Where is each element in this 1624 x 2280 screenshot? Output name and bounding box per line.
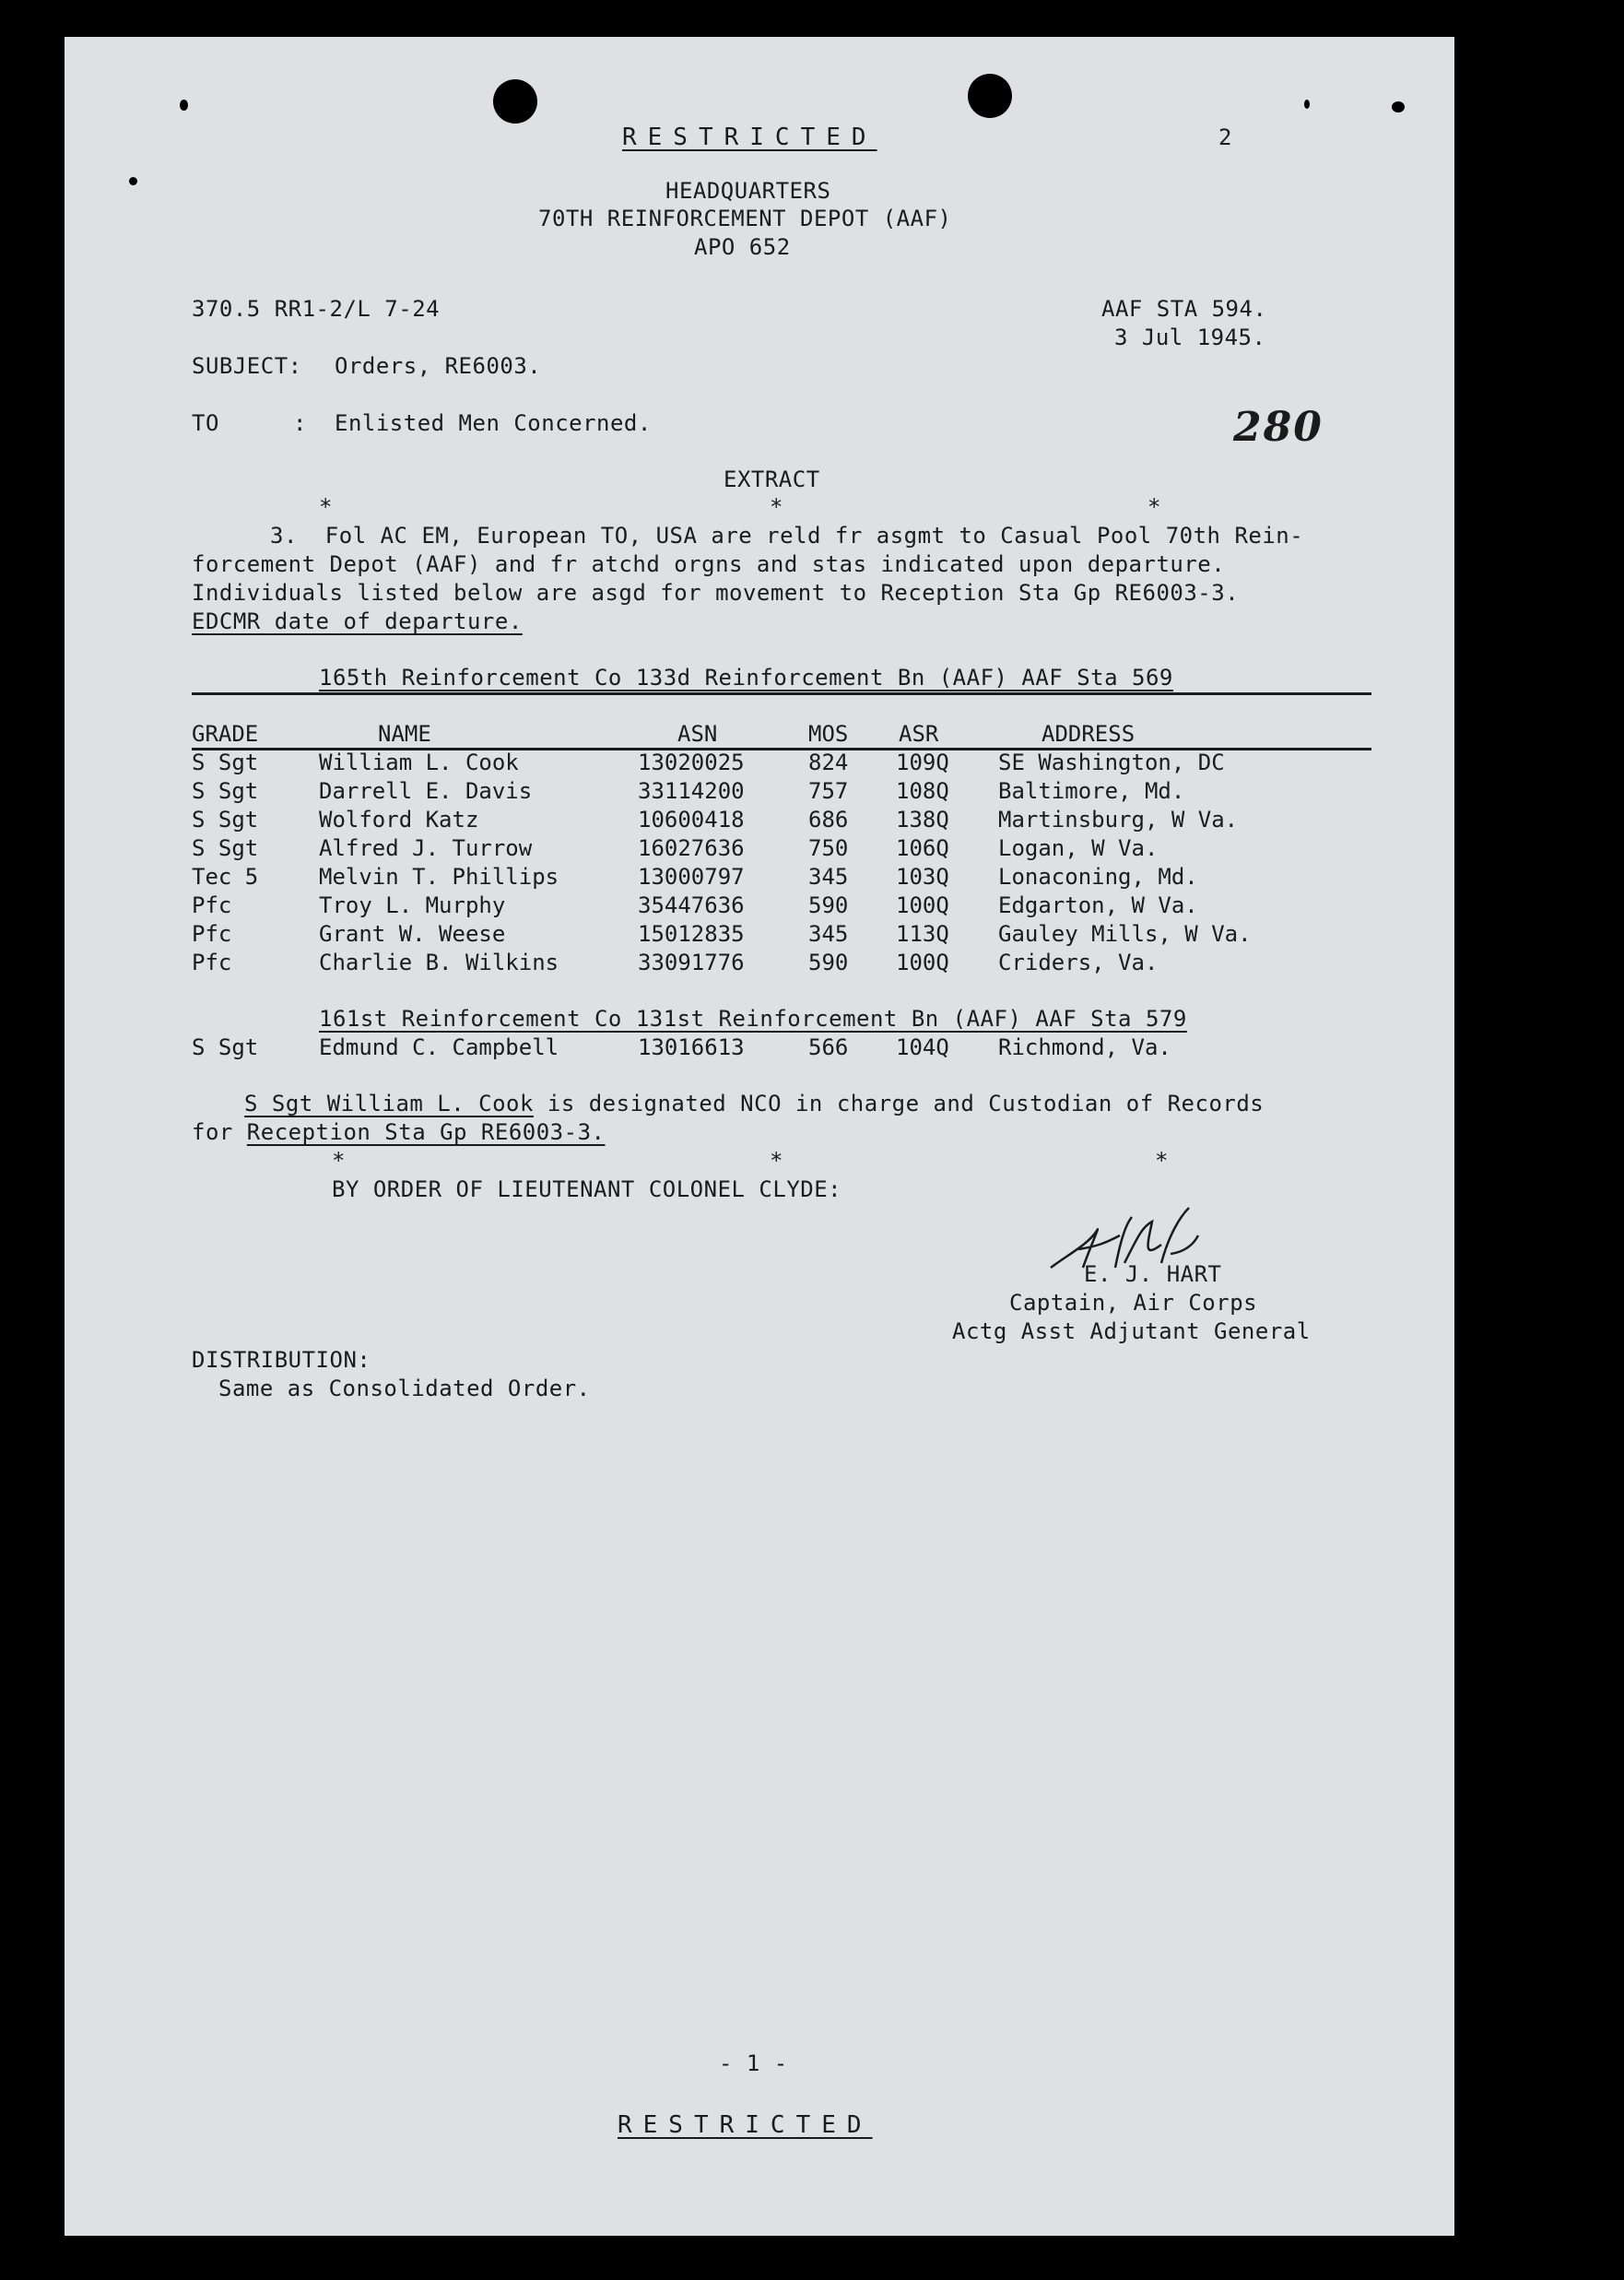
- mos-cell: 590: [808, 892, 849, 918]
- name-cell: Melvin T. Phillips: [319, 864, 559, 890]
- unit-heading: 165th Reinforcement Co 133d Reinforcement Bn (AAF) AAF Sta 569: [319, 665, 1173, 691]
- star: *: [319, 494, 333, 520]
- asr-cell: 106Q: [896, 835, 949, 861]
- speck: [180, 100, 188, 111]
- to-label: TO: [192, 410, 219, 436]
- address-cell: Baltimore, Md.: [998, 778, 1185, 804]
- star: *: [770, 1148, 783, 1174]
- nco-line-2-unit: Reception Sta Gp RE6003-3.: [246, 1119, 606, 1145]
- classification-top: RESTRICTED: [622, 124, 877, 151]
- address-cell: Gauley Mills, W Va.: [998, 921, 1252, 947]
- column-header-asr: ASR: [899, 721, 939, 747]
- org-line-2: 70TH REINFORCEMENT DEPOT (AAF): [538, 206, 952, 231]
- column-header-address: ADDRESS: [1041, 721, 1136, 747]
- classification-bottom: RESTRICTED: [618, 2111, 873, 2139]
- address-cell: Logan, W Va.: [998, 835, 1159, 861]
- name-cell: Charlie B. Wilkins: [319, 950, 559, 975]
- name-cell: Darrell E. Davis: [319, 778, 533, 804]
- speck: [1304, 100, 1310, 109]
- signer-title-2: Actg Asst Adjutant General: [952, 1318, 1311, 1344]
- grade-cell: S Sgt: [192, 1034, 259, 1060]
- address-cell: Martinsburg, W Va.: [998, 807, 1239, 833]
- grade-cell: S Sgt: [192, 835, 259, 861]
- paragraph-line: 3. Fol AC EM, European TO, USA are reld fr asgmt to Casual Pool 70th Rein-: [270, 523, 1304, 549]
- name-cell: Wolford Katz: [319, 807, 479, 833]
- grade-cell: Tec 5: [192, 864, 259, 890]
- column-header-name: NAME: [378, 721, 431, 747]
- speck: [129, 177, 137, 185]
- file-reference: 370.5 RR1-2/L 7-24: [192, 296, 441, 322]
- asn-cell: 15012835: [638, 921, 745, 947]
- mos-cell: 824: [808, 750, 849, 775]
- asn-cell: 13016613: [638, 1034, 745, 1060]
- grade-cell: Pfc: [192, 892, 232, 918]
- asr-cell: 103Q: [896, 864, 949, 890]
- handwritten-number: 280: [1233, 404, 1324, 451]
- name-cell: William L. Cook: [319, 750, 519, 775]
- column-header-grade: GRADE: [192, 721, 259, 747]
- nco-line-2-prefix: for: [192, 1119, 247, 1145]
- paragraph-line: forcement Depot (AAF) and fr atchd orgns and stas indicated upon departure.: [192, 551, 1226, 577]
- asr-cell: 100Q: [896, 892, 949, 918]
- asn-cell: 10600418: [638, 807, 745, 833]
- by-order-line: BY ORDER OF LIEUTENANT COLONEL CLYDE:: [332, 1176, 842, 1202]
- address-cell: Richmond, Va.: [998, 1034, 1171, 1060]
- signer-name: E. J. HART: [1084, 1261, 1222, 1287]
- grade-cell: Pfc: [192, 921, 232, 947]
- mos-cell: 750: [808, 835, 849, 861]
- asr-cell: 109Q: [896, 750, 949, 775]
- grade-cell: S Sgt: [192, 750, 259, 775]
- mos-cell: 345: [808, 921, 849, 947]
- address-cell: Criders, Va.: [998, 950, 1159, 975]
- asr-cell: 138Q: [896, 807, 949, 833]
- paragraph-line: EDCMR date of departure.: [192, 608, 523, 634]
- mos-cell: 686: [808, 807, 849, 833]
- asn-cell: 13000797: [638, 864, 745, 890]
- divider: [192, 692, 1371, 695]
- asn-cell: 33114200: [638, 778, 745, 804]
- nco-name: S Sgt William L. Cook: [244, 1091, 534, 1116]
- address-cell: Edgarton, W Va.: [998, 892, 1198, 918]
- column-header-asn: ASN: [677, 721, 718, 747]
- grade-cell: S Sgt: [192, 778, 259, 804]
- column-header-mos: MOS: [808, 721, 849, 747]
- asn-cell: 13020025: [638, 750, 745, 775]
- org-line-3: APO 652: [694, 234, 791, 260]
- mos-cell: 345: [808, 864, 849, 890]
- subject-value: Orders, RE6003.: [335, 353, 542, 379]
- star: *: [332, 1148, 346, 1174]
- name-cell: Troy L. Murphy: [319, 892, 506, 918]
- page-number: 2: [1218, 124, 1232, 150]
- to-colon: :: [293, 410, 307, 436]
- star: *: [1147, 494, 1161, 520]
- unit-heading: 161st Reinforcement Co 131st Reinforcement Bn (AAF) AAF Sta 579: [319, 1006, 1187, 1032]
- punch-hole-right: [968, 74, 1012, 118]
- asr-cell: 100Q: [896, 950, 949, 975]
- address-cell: Lonaconing, Md.: [998, 864, 1198, 890]
- grade-cell: S Sgt: [192, 807, 259, 833]
- mos-cell: 566: [808, 1034, 849, 1060]
- speck: [1392, 101, 1405, 112]
- nco-line-1: [244, 1091, 1264, 1116]
- name-cell: Alfred J. Turrow: [319, 835, 533, 861]
- asr-cell: 113Q: [896, 921, 949, 947]
- extract-heading: EXTRACT: [724, 467, 820, 492]
- asr-cell: 108Q: [896, 778, 949, 804]
- mos-cell: 590: [808, 950, 849, 975]
- nco-line-1-text: is designated NCO in charge and Custodian of Records: [533, 1091, 1265, 1116]
- document-page: [65, 37, 1454, 2236]
- paragraph-line: Individuals listed below are asgd for movement to Reception Sta Gp RE6003-3.: [192, 580, 1240, 606]
- subject-label: SUBJECT:: [192, 353, 302, 379]
- org-line-1: HEADQUARTERS: [665, 178, 831, 204]
- grade-cell: Pfc: [192, 950, 232, 975]
- nco-line-2: [192, 1119, 605, 1145]
- document-date: 3 Jul 1945.: [1114, 325, 1266, 350]
- asn-cell: 16027636: [638, 835, 745, 861]
- name-cell: Grant W. Weese: [319, 921, 506, 947]
- star: *: [1155, 1148, 1169, 1174]
- asn-cell: 33091776: [638, 950, 745, 975]
- address-cell: SE Washington, DC: [998, 750, 1225, 775]
- signer-title-1: Captain, Air Corps: [1009, 1290, 1258, 1316]
- distribution-label: DISTRIBUTION:: [192, 1347, 371, 1373]
- name-cell: Edmund C. Campbell: [319, 1034, 559, 1060]
- punch-hole-left: [493, 79, 537, 124]
- footer-page-number: - 1 -: [719, 2050, 788, 2076]
- distribution-value: Same as Consolidated Order.: [218, 1376, 591, 1401]
- asr-cell: 104Q: [896, 1034, 949, 1060]
- to-value: Enlisted Men Concerned.: [335, 410, 652, 436]
- asn-cell: 35447636: [638, 892, 745, 918]
- mos-cell: 757: [808, 778, 849, 804]
- star: *: [770, 494, 783, 520]
- station: AAF STA 594.: [1101, 296, 1267, 322]
